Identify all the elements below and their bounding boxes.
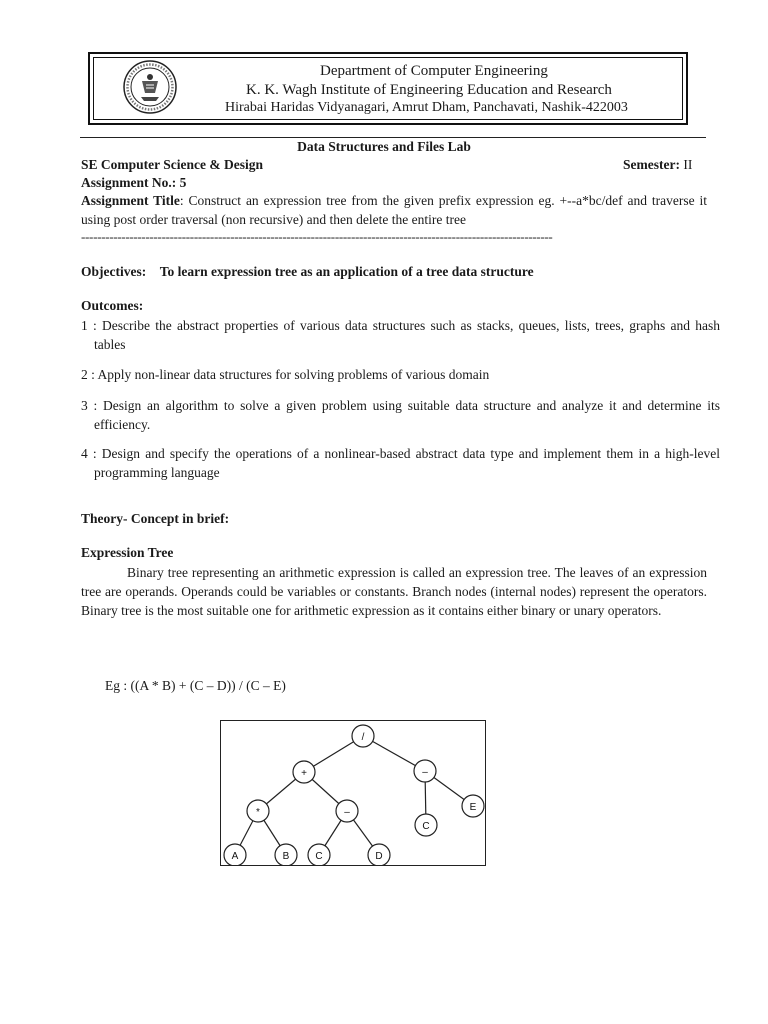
institute-seal-icon	[122, 59, 178, 115]
tree-label-b: B	[282, 851, 290, 862]
tree-label-d: D	[375, 851, 383, 862]
tree-label-plus: +	[301, 768, 307, 779]
semester-value: II	[683, 157, 693, 172]
theory-heading: Theory- Concept in brief:	[81, 511, 230, 526]
assignment-title-label: Assignment Title	[81, 193, 180, 208]
institute-address: Hirabai Haridas Vidyanagari, Amrut Dham, Panchavati, Nashik-422003	[225, 100, 628, 115]
tree-label-minus-right: –	[422, 767, 428, 778]
semester	[623, 157, 692, 173]
assignment-number: Assignment No.: 5	[81, 175, 187, 190]
outcome-item: 1 : Describe the abstract properties of various data structures such as stacks, queues, lists, trees, graphs and hash tables	[81, 318, 720, 352]
outcome-item: 4 : Design and specify the operations of a nonlinear-based abstract data type and implement them in a high-level programming language	[81, 446, 720, 480]
expression-tree-heading: Expression Tree	[81, 545, 174, 560]
outcomes-label: Outcomes:	[81, 298, 144, 313]
institute-name: K. K. Wagh Institute of Engineering Education and Research	[246, 82, 612, 98]
semester-label: Semester:	[623, 157, 680, 172]
outcome-item: 2 : Apply non-linear data structures for solving problems of various domain	[81, 367, 490, 382]
tree-label-c-left: C	[315, 851, 323, 862]
course-name: SE Computer Science & Design	[81, 157, 263, 172]
header-box	[88, 52, 688, 125]
objectives	[81, 264, 534, 280]
tree-label-c-right: C	[422, 821, 430, 832]
lab-title: Data Structures and Files Lab	[297, 139, 471, 154]
tree-label-minus-left: –	[344, 807, 350, 818]
tree-label-multiply: *	[256, 807, 260, 818]
department-name: Department of Computer Engineering	[320, 63, 548, 79]
outcome-item: 3 : Design an algorithm to solve a given problem using suitable data structure and analyze it and determine its efficiency.	[81, 398, 720, 432]
expression-tree-paragraph: Binary tree representing an arithmetic expression is called an expression tree. The leaves of an expression tree are operands. Operands could be variables or constants. Branch nodes (internal nodes) represent the operators. Binary tree is the most suitable one for arithmetic expression as it contains either binary or unary operators.	[81, 565, 707, 618]
objectives-label: Objectives:	[81, 264, 147, 279]
tree-label-a: A	[231, 851, 239, 862]
assignment-title-text: : Construct an expression tree from the given prefix expression eg. +--a*bc/def and traverse it using post order traversal (non recursive) and then delete the entire tree	[81, 193, 707, 227]
tree-label-root: /	[361, 732, 365, 743]
expression-tree-diagram	[220, 720, 486, 866]
objectives-text: To learn expression tree as an application of a tree data structure	[159, 264, 534, 279]
separator-line: ---------------------------------------------------------------------------------------------------------------------	[81, 229, 553, 244]
example-expression: Eg : ((A * B) + (C – D)) / (C – E)	[105, 678, 286, 693]
header-rule	[80, 137, 706, 138]
assignment-title	[81, 191, 707, 229]
tree-label-e: E	[469, 802, 477, 813]
